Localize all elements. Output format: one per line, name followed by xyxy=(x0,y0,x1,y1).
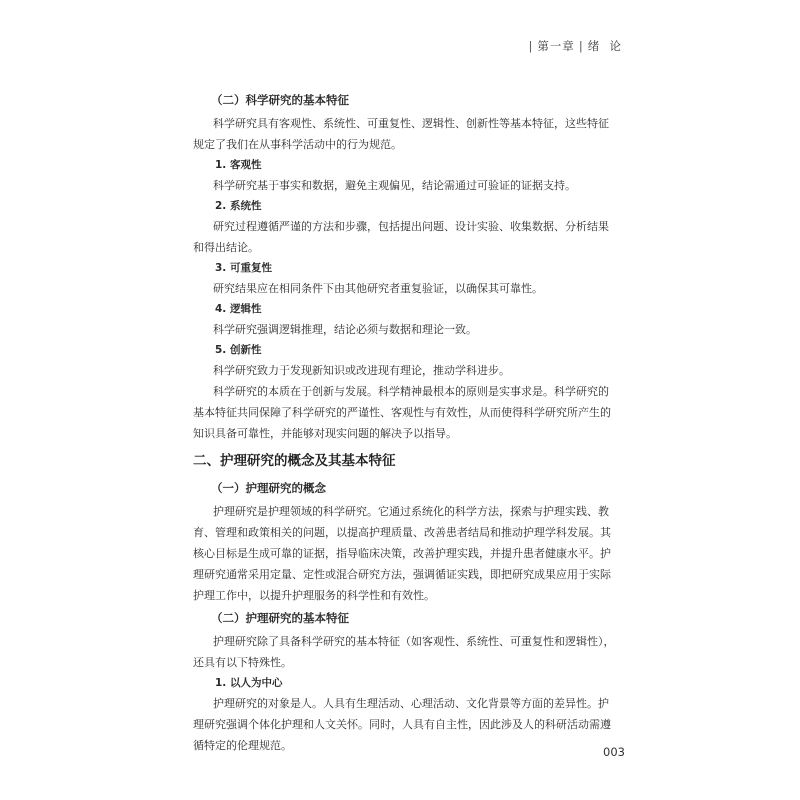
chapter-title: 绪 论 xyxy=(587,39,622,53)
paragraph-line: 基本特征共同保障了科学研究的严谨性、客观性与有效性，从而使得科学研究所产生的 xyxy=(193,406,611,419)
section-heading-nursing-features: （二）护理研究的基本特征 xyxy=(211,611,349,625)
paragraph-line: 护理研究是护理领域的科学研究。它通过系统化的科学方法，探索与护理实践、教 xyxy=(213,505,609,518)
paragraph-line: 科学研究强调逻辑推理，结论必须与数据和理论一致。 xyxy=(213,323,477,336)
chapter-section-title: 二、护理研究的概念及其基本特征 xyxy=(193,453,396,469)
paragraph-line: 规定了我们在从事科学活动中的行为规范。 xyxy=(193,138,402,151)
paragraph-line: 护理研究除了具备科学研究的基本特征（如客观性、系统性、可重复性和逻辑性）， xyxy=(213,635,615,648)
item-heading-systematic: 2. 系统性 xyxy=(215,200,262,212)
paragraph-line: 核心目标是生成可靠的证据，指导临床决策，改善护理实践，并提升患者健康水平。护 xyxy=(193,547,611,560)
paragraph-line: 研究过程遵循严谨的方法和步骤，包括提出问题、设计实验、收集数据、分析结果 xyxy=(213,220,609,233)
paragraph-line: 护理研究的对象是人。人具有生理活动、心理活动、文化背景等方面的差异性。护 xyxy=(213,697,609,710)
paragraph-line: 护理工作中，以提升护理服务的科学性和有效性。 xyxy=(193,589,435,602)
section-heading-science-features: （二）科学研究的基本特征 xyxy=(211,93,349,107)
paragraph-line: 科学研究基于事实和数据，避免主观偏见，结论需通过可验证的证据支持。 xyxy=(213,179,576,192)
separator-bar: | xyxy=(528,39,534,53)
paragraph-line: 和得出结论。 xyxy=(193,241,259,254)
page-number: 003 xyxy=(603,745,625,759)
paragraph-line: 理研究强调个体化护理和人文关怀。同时，人具有自主性，因此涉及人的科研活动需遵 xyxy=(193,718,611,731)
paragraph-line: 循特定的伦理规范。 xyxy=(193,739,292,752)
item-heading-human-centered: 1. 以人为中心 xyxy=(215,677,283,689)
item-heading-innovation: 5. 创新性 xyxy=(215,344,262,356)
chapter-label: 第一章 xyxy=(537,39,575,53)
paragraph-line: 还具有以下特殊性。 xyxy=(193,656,292,669)
separator-bar: | xyxy=(578,39,584,53)
paragraph-line: 科学研究的本质在于创新与发展。科学精神最根本的原则是实事求是。科学研究的 xyxy=(213,385,609,398)
paragraph-line: 科学研究具有客观性、系统性、可重复性、逻辑性、创新性等基本特征，这些特征 xyxy=(213,117,609,130)
item-heading-logic: 4. 逻辑性 xyxy=(215,303,262,315)
paragraph-line: 知识具备可靠性，并能够对现实问题的解决予以指导。 xyxy=(193,427,457,440)
section-heading-nursing-concept: （一）护理研究的概念 xyxy=(211,481,326,495)
page-body xyxy=(193,88,625,756)
running-head xyxy=(524,38,622,54)
item-heading-objectivity: 1. 客观性 xyxy=(215,159,262,171)
paragraph-line: 理研究通常采用定量、定性或混合研究方法，强调循证实践，即把研究成果应用于实际 xyxy=(193,568,611,581)
paragraph-line: 研究结果应在相同条件下由其他研究者重复验证，以确保其可靠性。 xyxy=(213,282,543,295)
paragraph-line: 育、管理和政策相关的问题，以提高护理质量、改善患者结局和推动护理学科发展。其 xyxy=(193,526,611,539)
paragraph-line: 科学研究致力于发现新知识或改进现有理论，推动学科进步。 xyxy=(213,364,510,377)
item-heading-reproducibility: 3. 可重复性 xyxy=(215,262,272,274)
